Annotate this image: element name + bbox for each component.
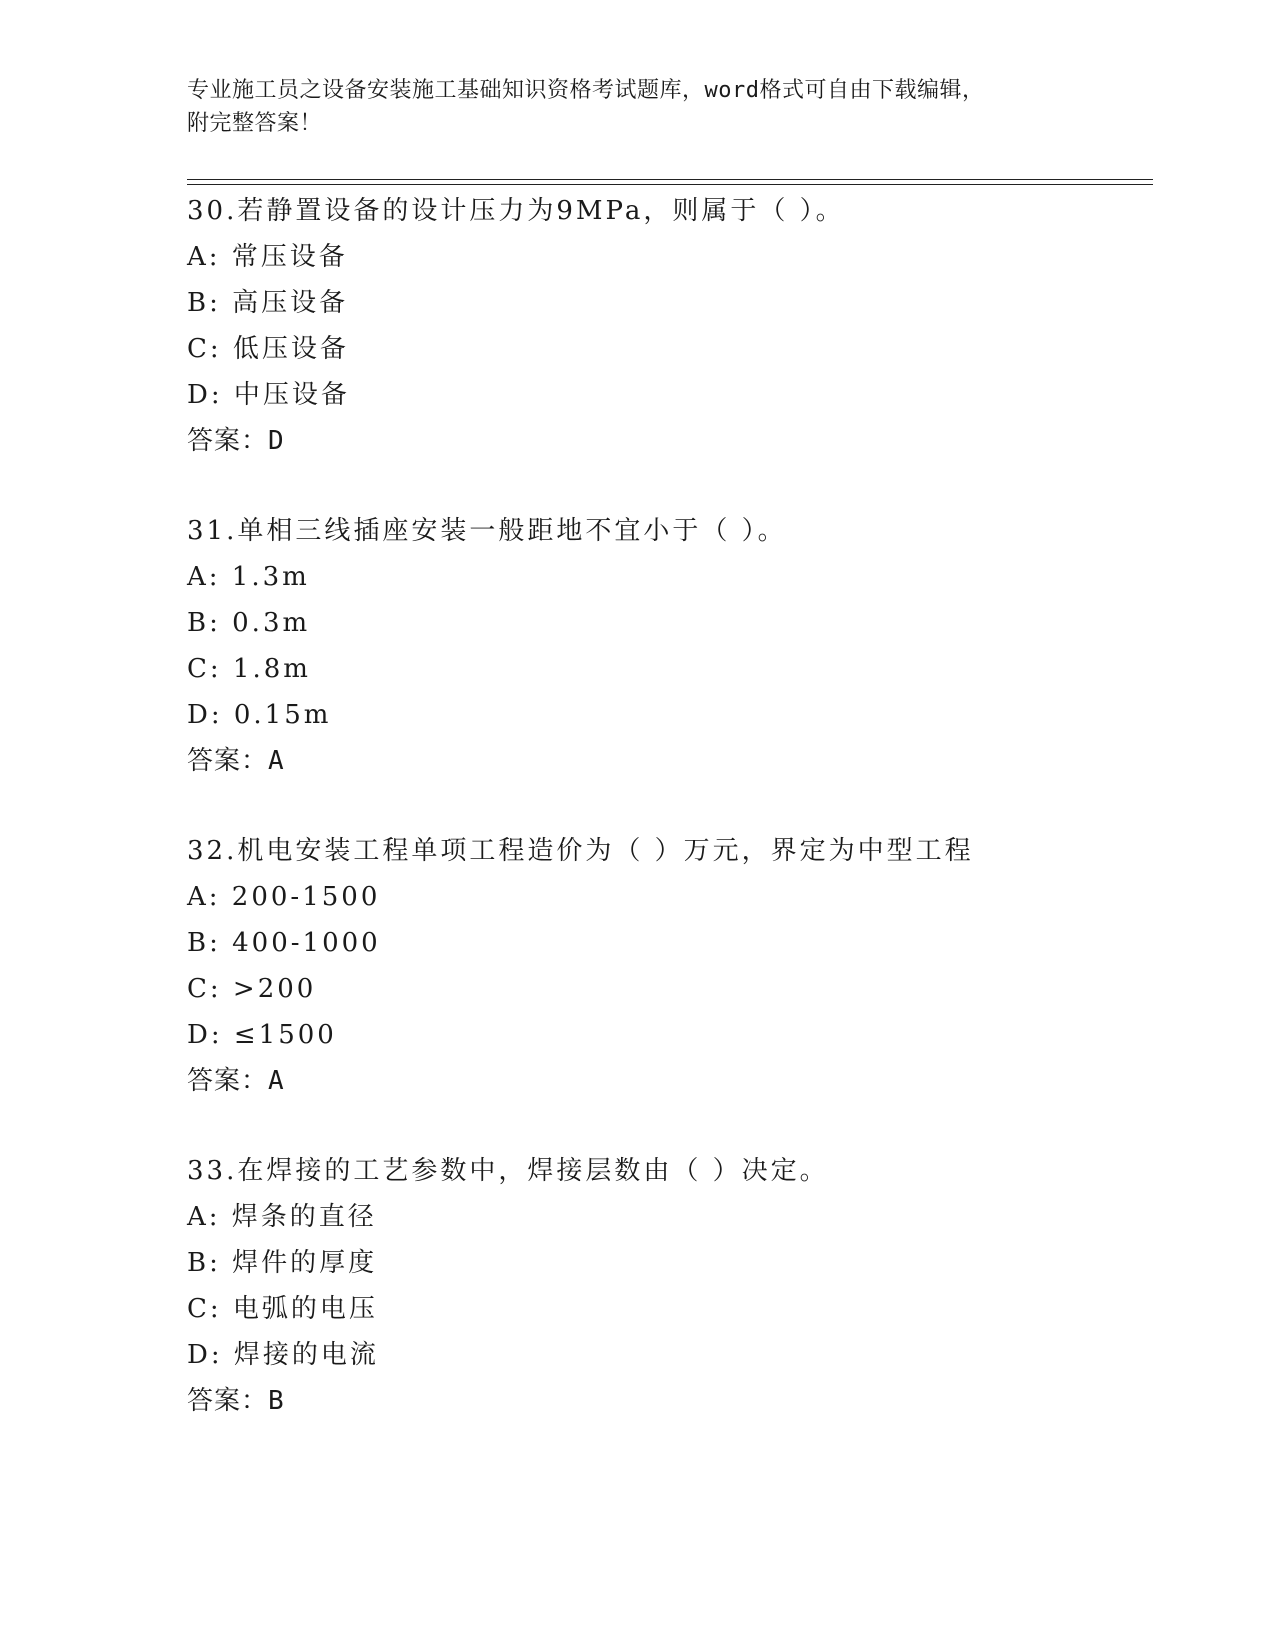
question-title: 33.在焊接的工艺参数中，焊接层数由（ ）决定。: [187, 1156, 829, 1186]
question-title: 31.单相三线插座安装一般距地不宜小于（ ）。: [187, 516, 787, 546]
option-b: B: 高压设备: [187, 288, 349, 318]
answer: 答案：B: [187, 1386, 285, 1416]
option-a: A: 200-1500: [187, 882, 381, 912]
question-title: 32.机电安装工程单项工程造价为（ ）万元，界定为中型工程: [187, 836, 974, 866]
option-d: D: 焊接的电流: [187, 1340, 379, 1370]
answer: 答案：D: [187, 426, 285, 456]
option-c: C: 电弧的电压: [187, 1294, 378, 1324]
option-a: A: 常压设备: [187, 242, 348, 272]
option-b: B: 焊件的厚度: [187, 1248, 378, 1278]
answer: 答案：A: [187, 1066, 285, 1096]
question-33: [187, 1148, 1147, 1424]
option-d: D: 中压设备: [187, 380, 350, 410]
option-a: A: 1.3m: [187, 562, 310, 592]
header-divider-bottom: [187, 184, 1153, 185]
option-d: D: ≤1500: [187, 1020, 337, 1050]
header-divider-top: [187, 179, 1153, 180]
option-a: A: 焊条的直径: [187, 1202, 377, 1232]
option-c: C: 低压设备: [187, 334, 349, 364]
document-header: 专业施工员之设备安装施工基础知识资格考试题库，word格式可自由下载编辑， 附完整答案！: [187, 78, 985, 136]
option-c: C: 1.8m: [187, 654, 311, 684]
question-32: [187, 828, 1147, 1104]
option-b: B: 0.3m: [187, 608, 311, 638]
question-title: 30.若静置设备的设计压力为9MPa，则属于（ ）。: [187, 196, 845, 226]
question-31: [187, 508, 1147, 784]
question-30: [187, 188, 1147, 464]
option-b: B: 400-1000: [187, 928, 381, 958]
answer: 答案：A: [187, 746, 285, 776]
option-d: D: 0.15m: [187, 700, 332, 730]
option-c: C: >200: [187, 974, 317, 1004]
